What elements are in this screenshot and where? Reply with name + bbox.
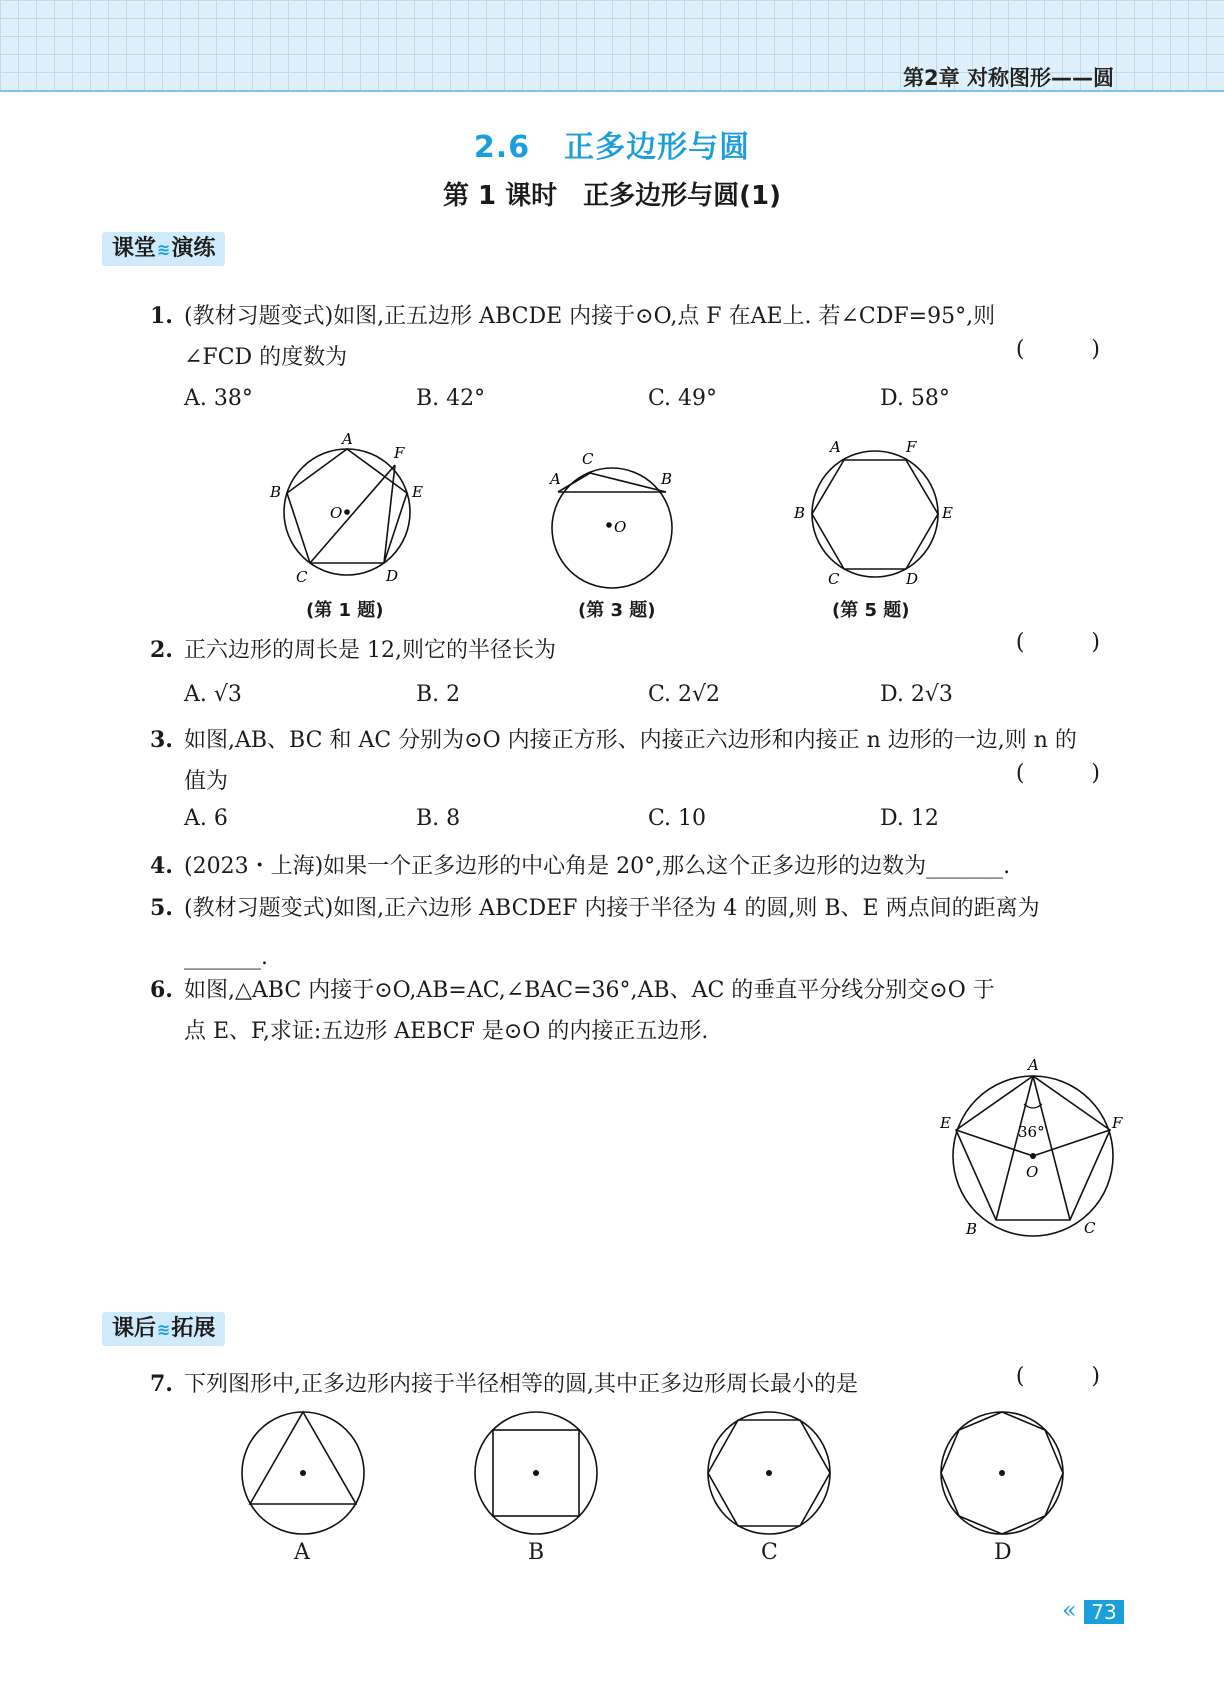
label-o: O <box>1026 1163 1039 1181</box>
section-number: 2.6 <box>473 130 531 165</box>
chapter-title: 第2章 对称图形——圆 <box>903 66 1114 90</box>
option-c-label: C <box>761 1540 778 1565</box>
label-b: B <box>794 504 806 522</box>
label-a: A <box>830 438 841 456</box>
option-d-label: D <box>994 1540 1012 1565</box>
option-b[interactable]: B. 42° <box>416 386 486 411</box>
chevron-left-icon: « <box>1062 1596 1077 1624</box>
label-c: C <box>296 568 308 586</box>
label-e: E <box>940 1114 951 1132</box>
label-o: O <box>330 504 343 522</box>
label-b: B <box>661 470 673 488</box>
label-c: C <box>828 570 840 588</box>
lesson-name: 正多边形与圆(1) <box>583 181 782 211</box>
caption-fig1: (第 1 题) <box>306 600 384 621</box>
figure-q6 <box>938 1058 1128 1238</box>
wave-icon: ≋ <box>157 1320 171 1339</box>
lesson-part: 第 1 课时 <box>442 181 558 211</box>
label-a: A <box>342 430 353 448</box>
question-5: 5. (教材习题变式)如图,正六边形 ABCDEF 内接于半径为 4 的圆,则 B、E 两点间的距离为 _______. <box>150 895 1040 970</box>
question-1: 1. (教材习题变式)如图,正五边形 ABCDE 内接于⊙O,点 F 在AE上. 若∠CDF=95°,则 ∠FCD 的度数为 <box>150 303 996 370</box>
answer-paren-7[interactable]: ( ) <box>1015 1364 1130 1389</box>
option-a[interactable]: A. 6 <box>184 806 228 831</box>
tag-class-practice: 课堂≋演练 <box>102 232 225 266</box>
options-q3 <box>184 806 1114 831</box>
option-b-figure[interactable] <box>471 1408 601 1538</box>
option-c[interactable]: C. 10 <box>648 806 707 831</box>
label-a: A <box>1028 1058 1039 1074</box>
option-d[interactable]: D. 2√3 <box>880 682 953 707</box>
label-a: A <box>550 470 561 488</box>
figure-q5 <box>790 432 965 592</box>
figure-q1 <box>262 430 432 590</box>
option-d[interactable]: D. 12 <box>880 806 939 831</box>
label-b: B <box>966 1220 978 1238</box>
label-o: O <box>614 518 627 536</box>
section-name: 正多边形与圆 <box>564 130 751 165</box>
options-q2 <box>184 682 1114 707</box>
label-angle: 36° <box>1018 1123 1045 1141</box>
label-b: B <box>270 483 282 501</box>
question-2: 2. 正六边形的周长是 12,则它的半径长为 <box>150 637 556 663</box>
section-title <box>0 122 1224 166</box>
option-a-label: A <box>294 1540 310 1565</box>
label-e: E <box>412 483 423 501</box>
label-c: C <box>582 450 594 468</box>
tag-after-class: 课后≋拓展 <box>102 1312 225 1346</box>
option-c-figure[interactable] <box>704 1408 834 1538</box>
option-a[interactable]: A. 38° <box>184 386 253 411</box>
label-d: D <box>906 570 919 588</box>
answer-paren-2[interactable]: ( ) <box>1015 630 1130 655</box>
option-a[interactable]: A. √3 <box>184 682 242 707</box>
wave-icon: ≋ <box>157 240 171 259</box>
question-6: 6. 如图,△ABC 内接于⊙O,AB=AC,∠BAC=36°,AB、AC 的垂直平分线分别交⊙O 于 点 E、F,求证:五边形 AEBCF 是⊙O 的内接正五边形. <box>150 977 995 1044</box>
caption-fig5: (第 5 题) <box>832 600 910 621</box>
lesson-title <box>0 175 1224 212</box>
option-d[interactable]: D. 58° <box>880 386 950 411</box>
question-4: 4. (2023・上海)如果一个正多边形的中心角是 20°,那么这个正多边形的边数为_______. <box>150 853 1011 879</box>
answer-paren-3[interactable]: ( ) <box>1015 761 1130 786</box>
option-b[interactable]: B. 2 <box>416 682 461 707</box>
option-b[interactable]: B. 8 <box>416 806 461 831</box>
label-c: C <box>1084 1219 1096 1237</box>
label-d: D <box>386 567 399 585</box>
label-f: F <box>394 444 405 462</box>
option-b-label: B <box>528 1540 545 1565</box>
question-7: 7. 下列图形中,正多边形内接于半径相等的圆,其中正多边形周长最小的是 <box>150 1371 858 1397</box>
page-number: 73 <box>1084 1600 1124 1624</box>
question-3: 3. 如图,AB、BC 和 AC 分别为⊙O 内接正方形、内接正六边形和内接正 n 边形的一边,则 n 的 值为 <box>150 727 1077 794</box>
options-q1 <box>184 386 1114 411</box>
answer-paren-1[interactable]: ( ) <box>1015 337 1130 362</box>
option-d-figure[interactable] <box>937 1408 1067 1538</box>
figure-q3 <box>540 440 690 590</box>
label-f: F <box>906 438 917 456</box>
caption-fig3: (第 3 题) <box>578 600 656 621</box>
option-c[interactable]: C. 2√2 <box>648 682 721 707</box>
option-c[interactable]: C. 49° <box>648 386 718 411</box>
option-a-figure[interactable] <box>238 1408 368 1538</box>
label-f: F <box>1112 1114 1123 1132</box>
label-e: E <box>942 504 953 522</box>
